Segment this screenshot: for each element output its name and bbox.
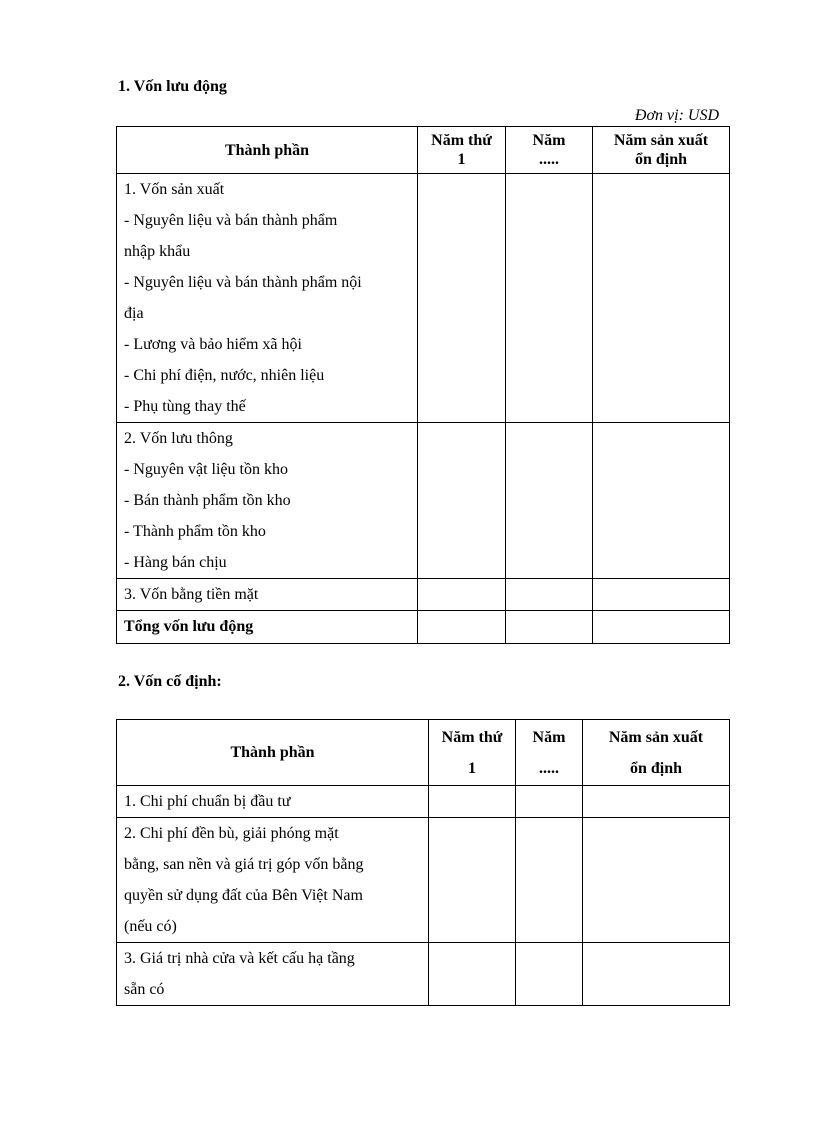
row-line: địa: [124, 305, 144, 322]
section-1-heading: 1. Vốn lưu động: [118, 78, 227, 95]
value-cell: [583, 786, 730, 818]
table-row: [117, 423, 730, 579]
row-line: 2. Chi phí đền bù, giải phóng mặt: [124, 825, 339, 842]
header-year-1-line1: Năm thứ: [441, 728, 503, 746]
value-cell: [583, 943, 730, 1006]
value-cell: [429, 818, 516, 943]
value-cell: [593, 423, 730, 579]
value-cell: [429, 943, 516, 1006]
production-capital-cell: [117, 174, 418, 423]
row-line: - Bán thành phẩm tồn kho: [124, 492, 291, 509]
header-year-n-line2: .....: [539, 759, 559, 777]
table-row: [117, 786, 730, 818]
value-cell: [418, 174, 506, 423]
compensation-cell: [117, 818, 429, 943]
header-year-1: [418, 127, 506, 174]
row-line: - Phụ tùng thay thế: [124, 398, 246, 415]
table-row: [117, 818, 730, 943]
header-year-1-line2: 1: [468, 759, 476, 777]
row-line: - Lương và bảo hiểm xã hội: [124, 336, 302, 353]
value-cell: [418, 423, 506, 579]
header-stable-year: [593, 127, 730, 174]
header-year-1: [429, 720, 516, 786]
header-stable-line1: Năm sản xuất: [608, 728, 704, 746]
row-line: (nếu có): [124, 918, 177, 935]
row-line: 1. Vốn sản xuất: [124, 181, 225, 198]
header-year-n-line1: Năm: [532, 728, 566, 746]
value-cell: [506, 423, 593, 579]
header-stable-year: [583, 720, 730, 786]
table-header-row: [117, 720, 730, 786]
row-line: - Chi phí điện, nước, nhiên liệu: [124, 367, 325, 384]
section-2-heading: 2. Vốn cố định:: [118, 673, 222, 690]
value-cell: [418, 611, 506, 644]
row-line: - Nguyên vật liệu tồn kho: [124, 461, 288, 478]
row-line: - Nguyên liệu và bán thành phẩm: [124, 212, 338, 229]
table-row: [117, 579, 730, 611]
value-cell: [516, 943, 583, 1006]
header-year-1-line2: 1: [457, 151, 466, 168]
value-cell: [418, 579, 506, 611]
header-stable-line1: Năm sản xuất: [613, 132, 709, 149]
row-line: quyền sử dụng đất của Bên Việt Nam: [124, 887, 363, 904]
table-row: [117, 943, 730, 1006]
fixed-capital-table: [116, 719, 730, 1006]
header-stable-line2: ổn định: [634, 151, 688, 168]
infrastructure-cell: [117, 943, 429, 1006]
header-component: Thành phần: [117, 127, 418, 174]
total-label-cell: [117, 611, 418, 644]
row-line: bằng, san nền và giá trị góp vốn bằng: [124, 856, 364, 873]
row-line: 3. Vốn bằng tiền mặt: [124, 586, 259, 603]
row-line: - Nguyên liệu và bán thành phẩm nội: [124, 274, 362, 291]
value-cell: [429, 786, 516, 818]
header-year-n-line2: .....: [539, 151, 559, 168]
circulation-capital-cell: [117, 423, 418, 579]
cash-capital-cell: [117, 579, 418, 611]
row-line: nhập khẩu: [124, 243, 191, 260]
row-line: - Thành phẩm tồn kho: [124, 523, 266, 540]
value-cell: [593, 579, 730, 611]
value-cell: [506, 611, 593, 644]
unit-label: Đơn vị: USD: [634, 107, 719, 124]
header-component: Thành phần: [117, 720, 429, 786]
investment-prep-cell: [117, 786, 429, 818]
row-line: 3. Giá trị nhà cửa và kết cấu hạ tầng: [124, 950, 355, 967]
header-year-n-line1: Năm: [532, 132, 566, 149]
table-header-row: [117, 127, 730, 174]
working-capital-table: [116, 126, 730, 644]
value-cell: [506, 579, 593, 611]
row-line: 2. Vốn lưu thông: [124, 430, 233, 447]
header-year-n: [506, 127, 593, 174]
row-line: 1. Chi phí chuẩn bị đầu tư: [124, 793, 291, 810]
row-line: sẵn có: [124, 981, 165, 998]
table-row: [117, 174, 730, 423]
value-cell: [506, 174, 593, 423]
total-label: Tổng vốn lưu động: [124, 618, 254, 635]
total-row: [117, 611, 730, 644]
header-stable-line2: ổn định: [629, 759, 683, 777]
header-year-1-line1: Năm thứ: [431, 132, 492, 149]
value-cell: [593, 611, 730, 644]
header-year-n: [516, 720, 583, 786]
value-cell: [583, 818, 730, 943]
value-cell: [593, 174, 730, 423]
value-cell: [516, 786, 583, 818]
row-line: - Hàng bán chịu: [124, 554, 227, 571]
value-cell: [516, 818, 583, 943]
